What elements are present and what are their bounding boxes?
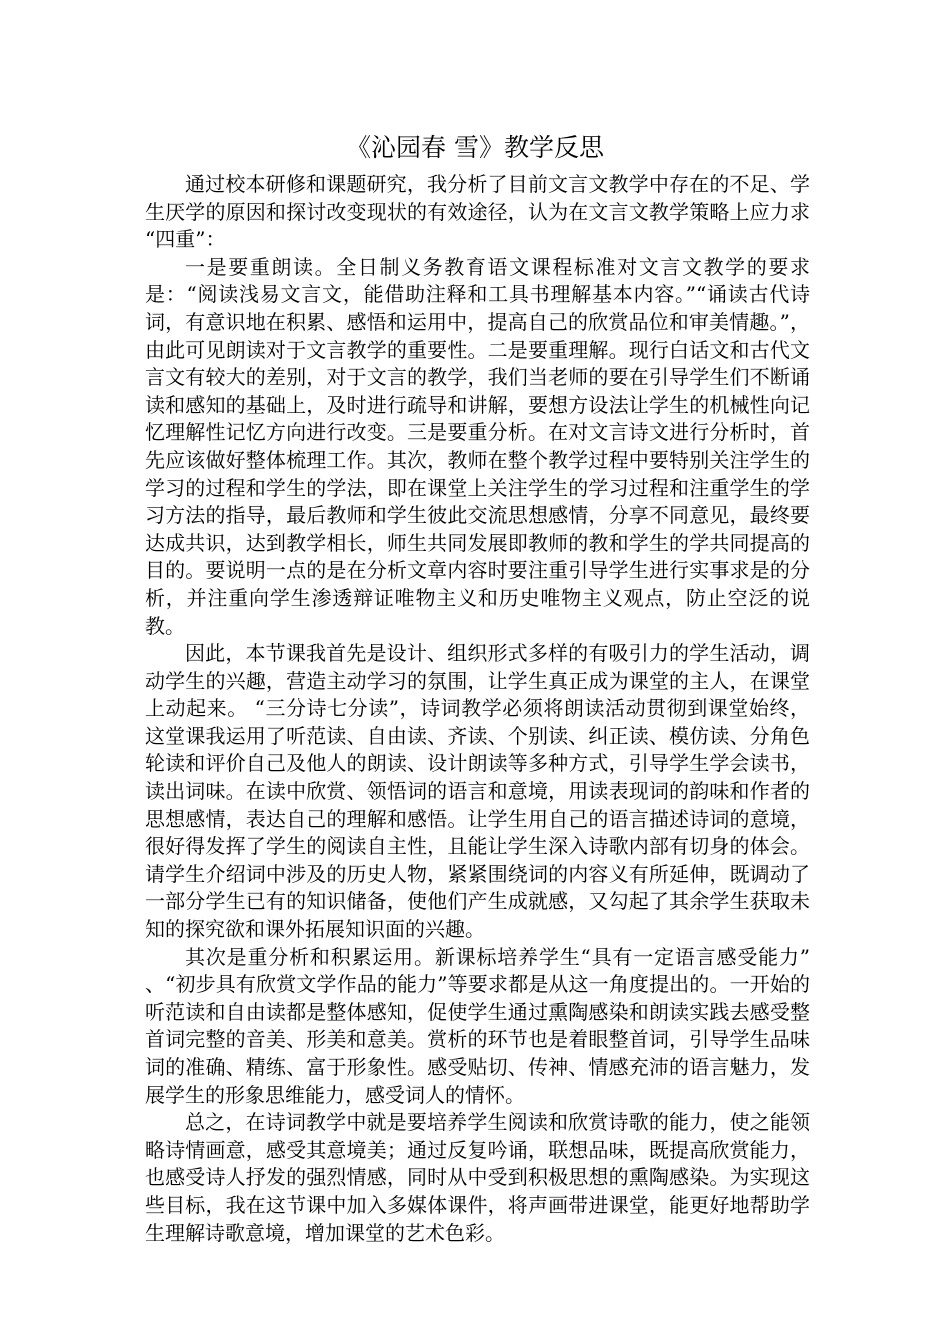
paragraph-analysis: 其次是重分析和积累运用。新课标培养学生“具有一定语言感受能力” 、“初步具有欣赏文学作品的能力”等要求都是从这一角度提出的。一开始的听范读和自由读都是整体感知，促使学生通过熏陶感染和朗读实践去感受整首词完整的音美、形美和意美。赏析的环节也是着眼整首词，引导学生品味词的准确、精练、富于形象性。感受贴切、传神、情感充沛的语言魅力，发展学生的形象思维能力，感受词人的情怀。 <box>145 944 810 1107</box>
paragraph-activities: 因此，本节课我首先是设计、组织形式多样的有吸引力的学生活动，调动学生的兴趣，营造主动学习的氛围，让学生真正成为课堂的主人，在课堂上动起来。 “三分诗七分读”，诗词教学必须将朗读活动贯彻到课堂始终，这堂课我运用了听范读、自由读、齐读、个别读、纠正读、模仿读、分角色轮读和评价自己及他人的朗读、设计朗读等多种方式，引导学生学会读书，读出词味。在读中欣赏、领悟词的语言和意境，用读表现词的韵味和作者的思想感情，表达自己的理解和感悟。让学生用自己的语言描述诗词的意境，很好得发挥了学生的阅读自主性，且能让学生深入诗歌内部有切身的体会。请学生介绍词中涉及的历史人物，紧紧围绕词的内容义有所延伸，既调动了一部分学生已有的知识储备，使他们产生成就感，又勾起了其余学生获取未知的探究欲和课外拓展知识面的兴趣。 <box>145 641 810 942</box>
paragraph-conclusion: 总之，在诗词教学中就是要培养学生阅读和欣赏诗歌的能力，使之能领略诗情画意，感受其意境美；通过反复吟诵，联想品味，既提高欣赏能力，也感受诗人抒发的强烈情感，同时从中受到积极思想的熏陶感染。为实现这些目标，我在这节课中加入多媒体课件，将声画带进课堂，能更好地帮助学生理解诗歌意境，增加课堂的艺术色彩。 <box>145 1110 810 1245</box>
paragraph-intro: 通过校本研修和课题研究，我分析了目前文言文教学中存在的不足、学生厌学的原因和探讨改变现状的有效途径，认为在文言文教学策略上应力求 “四重”： <box>145 172 810 252</box>
document-body <box>145 171 810 1247</box>
paragraph-four-emphases: 一是要重朗读。全日制义务教育语文课程标准对文言文教学的要求是：“阅读浅易文言文，能借助注释和工具书理解基本内容。”“诵读古代诗词，有意识地在积累、感悟和运用中，提高自己的欣赏品位和审美情趣。”，由此可见朗读对于文言教学的重要性。二是要重理解。现行白话文和古代文言文有较大的差别，对于文言的教学，我们当老师的要在引导学生们不断诵读和感知的基础上，及时进行疏导和讲解，要想方设法让学生的机械性向记忆理解性记忆方向进行改变。三是要重分析。在对文言诗文进行分析时，首先应该做好整体梳理工作。其次，教师在整个教学过程中要特别关注学生的学习的过程和学生的学法，即在课堂上关注学生的学习过程和注重学生的学习方法的指导，最后教师和学生彼此交流思想感情，分享不同意见，最终要达成共识，达到教学相长，师生共同发展即教师的教和学生的学共同提高的目的。要说明一点的是在分析文章内容时要注重引导学生进行实事求是的分析，并注重向学生渗透辩证唯物主义和历史唯物主义观点，防止空泛的说教。 <box>145 254 810 638</box>
document-title: 《沁园春 雪》教学反思 <box>346 133 604 162</box>
